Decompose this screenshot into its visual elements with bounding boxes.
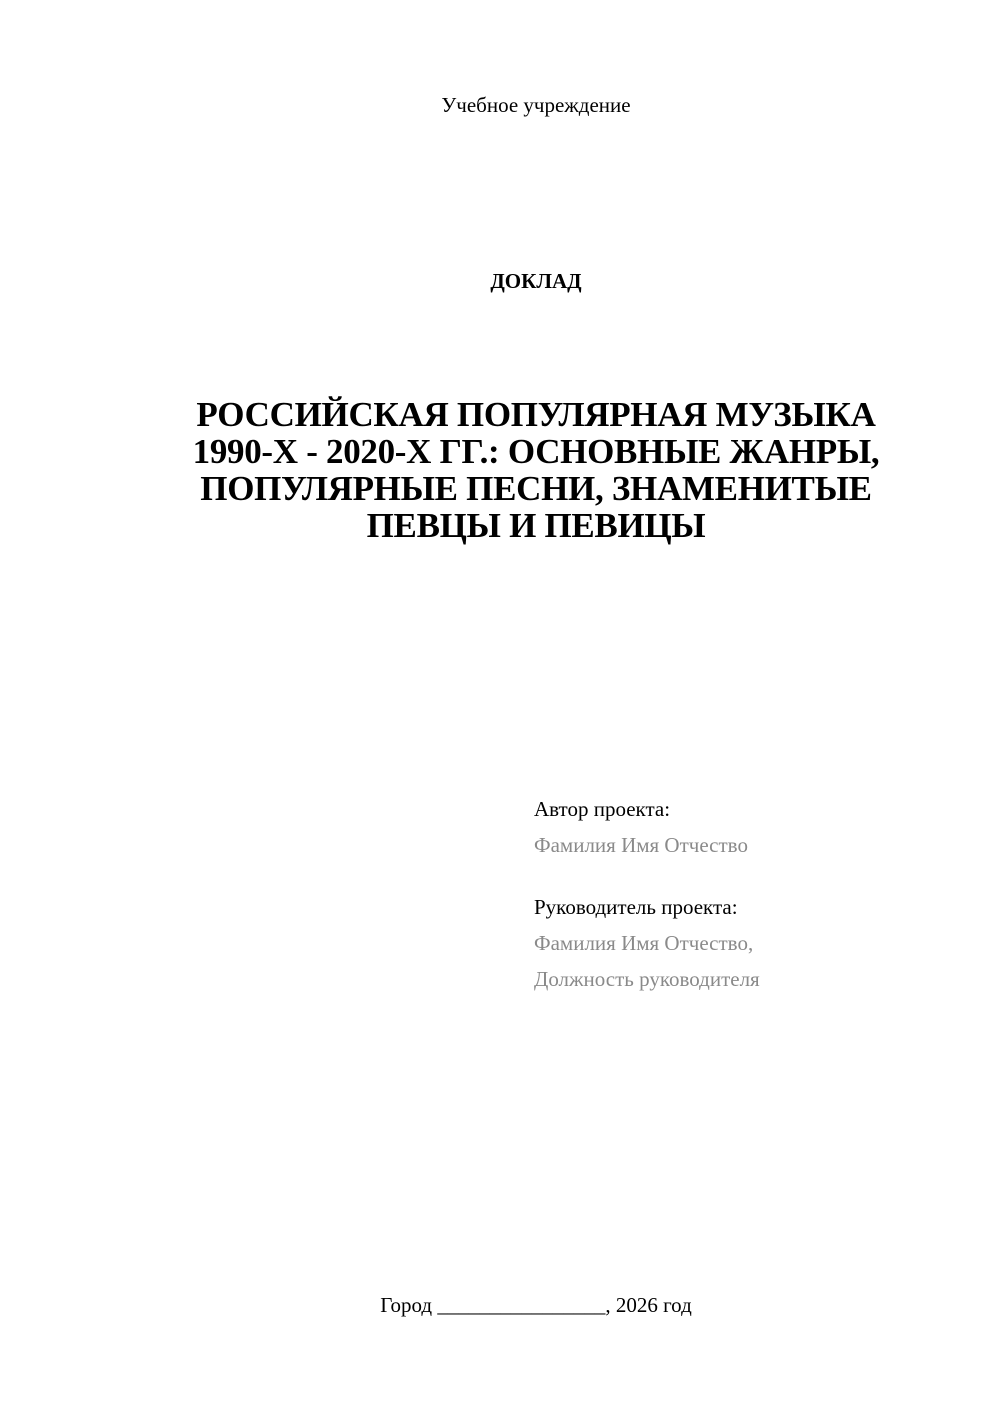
author-label: Автор проекта: <box>534 797 671 821</box>
authors-spacer <box>534 863 974 889</box>
city-label: Город <box>380 1293 433 1317</box>
supervisor-name: Фамилия Имя Отчество, <box>534 931 754 955</box>
report-title-line: 1990-Х - 2020-Х ГГ.: ОСНОВНЫЕ ЖАНРЫ, <box>192 432 880 471</box>
institution-name: Учебное учреждение <box>441 93 631 117</box>
supervisor-position: Должность руководителя <box>534 967 760 991</box>
supervisor-label: Руководитель проекта: <box>534 895 738 919</box>
document-type: ДОКЛАД <box>490 269 582 293</box>
report-title-line: ПОПУЛЯРНЫЕ ПЕСНИ, ЗНАМЕНИТЫЕ <box>200 469 872 508</box>
report-title <box>140 396 932 544</box>
year-text: , 2026 год <box>605 1293 692 1317</box>
report-title-line: РОССИЙСКАЯ ПОПУЛЯРНАЯ МУЗЫКА <box>196 395 876 434</box>
city-year-line <box>0 1292 1000 1318</box>
city-blank: ________________ <box>437 1293 606 1317</box>
authors-block <box>534 791 974 997</box>
report-title-line: ПЕВЦЫ И ПЕВИЦЫ <box>366 506 706 545</box>
author-name: Фамилия Имя Отчество <box>534 833 748 857</box>
